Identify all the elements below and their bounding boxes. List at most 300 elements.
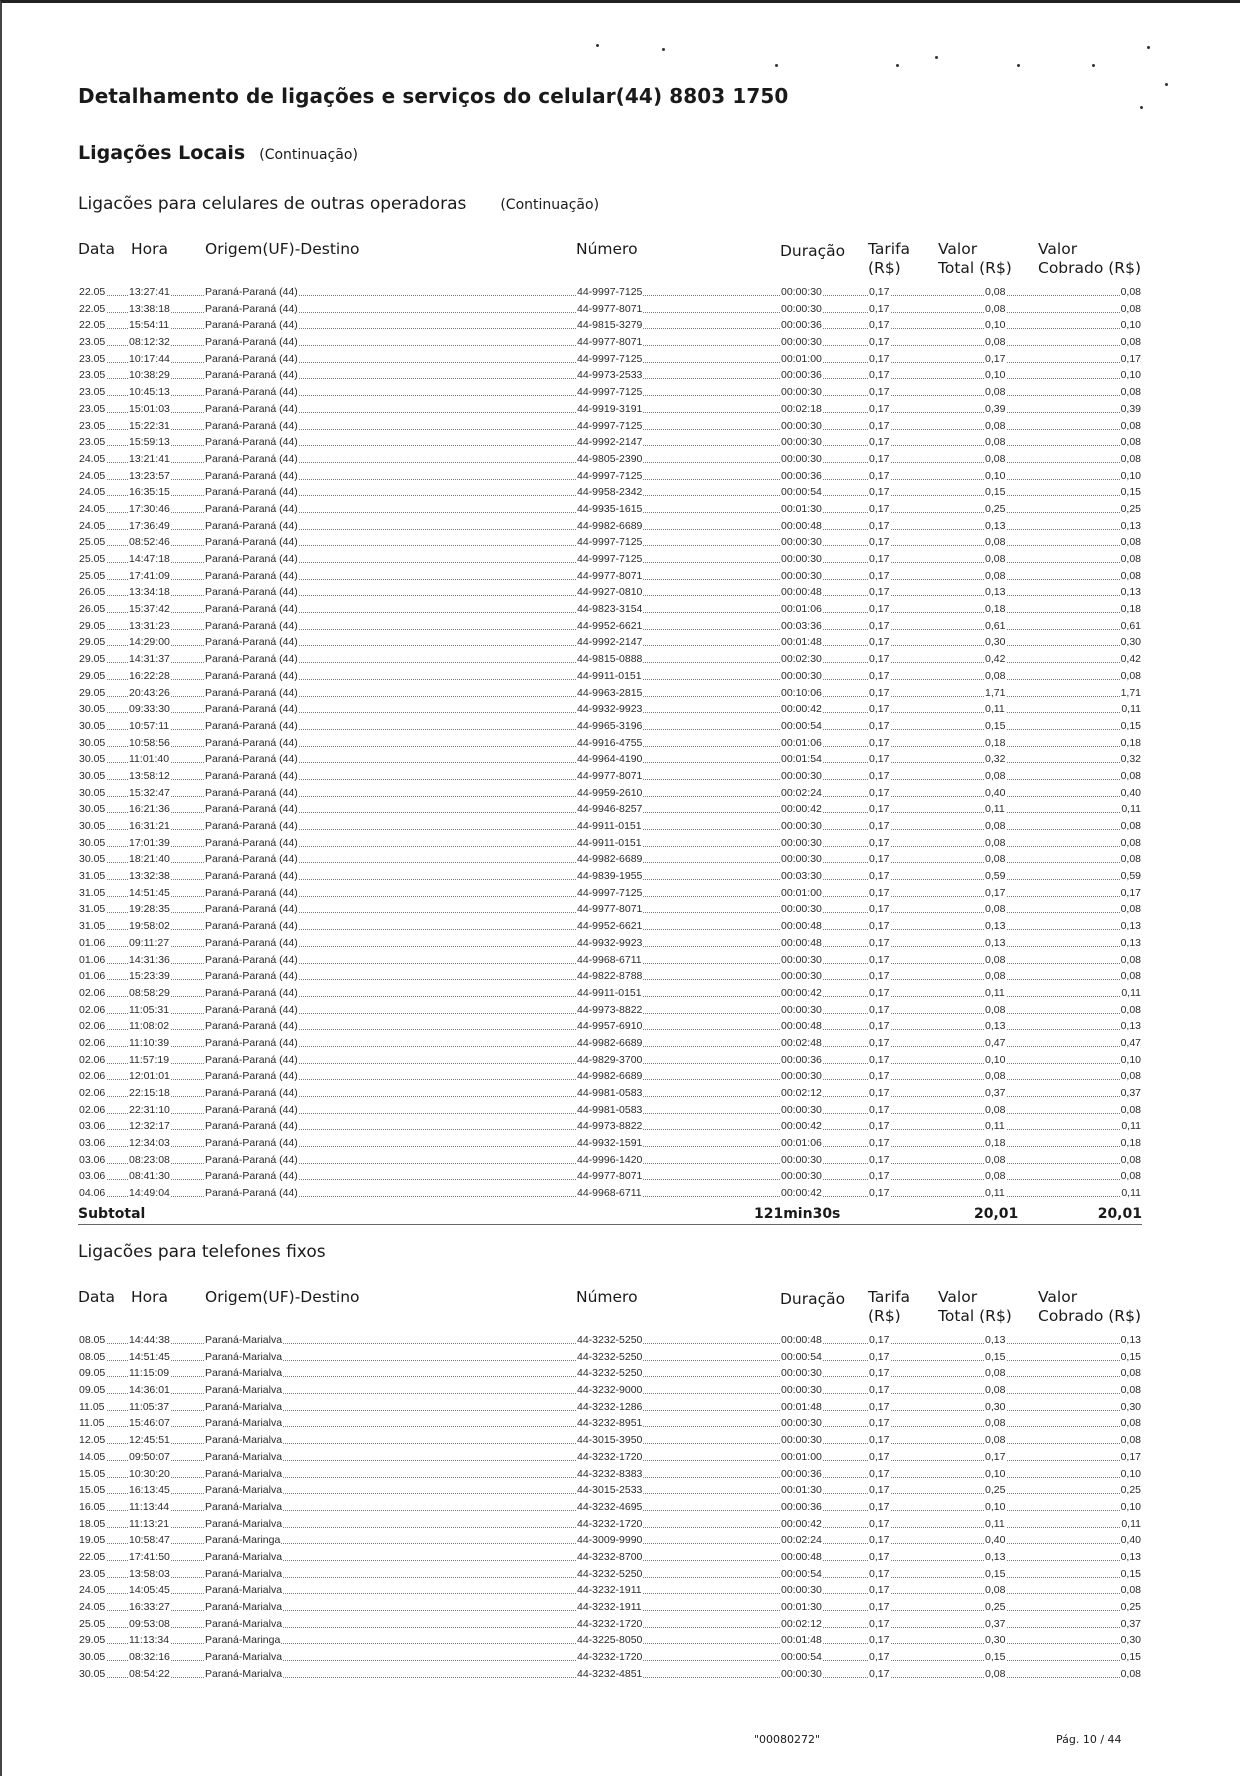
cell-duracao: 00:00:30 [781,436,822,449]
cell-duracao: 00:00:42 [781,1517,822,1530]
cell-valor-cobrado: 0,15 [1120,719,1141,732]
cell-data: 23.05 [79,1567,106,1580]
cell-valor-cobrado: 0,25 [1120,1484,1141,1497]
table-row [78,484,1142,501]
cell-valor-cobrado: 0,61 [1120,619,1141,632]
cell-valor-cobrado: 0,10 [1120,319,1141,332]
cell-tarifa: 0,17 [869,653,890,666]
cell-data: 26.05 [79,603,106,616]
cell-duracao: 00:02:18 [781,402,822,415]
cell-data: 02.06 [79,1036,106,1049]
cell-tarifa: 0,17 [869,1170,890,1183]
cell-duracao: 00:00:30 [781,970,822,983]
col-valor-cobrado-l1: Valor [1038,1288,1078,1306]
cell-origem-destino: Paraná-Marialva [205,1617,283,1630]
cell-valor-total: 0,17 [985,1450,1006,1463]
cell-hora: 08:52:46 [129,536,170,549]
table-row [78,1516,1142,1533]
cell-origem-destino: Paraná-Marialva [205,1434,283,1447]
cell-duracao: 00:00:30 [781,452,822,465]
cell-hora: 14:44:38 [129,1334,170,1346]
cell-valor-total: 0,25 [985,502,1006,515]
cell-origem-destino: Paraná-Paraná (44) [205,1036,298,1049]
cell-numero: 44-9977-8071 [577,1170,643,1183]
cell-numero: 44-9919-3191 [577,402,643,415]
cell-tarifa: 0,17 [869,1070,890,1083]
cell-hora: 14:31:37 [129,653,170,666]
col-valor-total-l2: Total (R$) [938,1307,1012,1325]
cell-valor-total: 0,08 [985,1367,1006,1380]
cell-numero: 44-3232-1911 [577,1584,642,1597]
cell-numero: 44-9932-1591 [577,1137,643,1150]
table-row [78,801,1142,818]
cell-duracao: 00:01:00 [781,886,822,899]
cell-tarifa: 0,17 [869,953,890,966]
cell-valor-total: 0,17 [985,886,1006,899]
cell-duracao: 00:00:36 [781,469,822,482]
cell-data: 30.05 [79,753,106,766]
cell-data: 24.05 [79,486,106,499]
cell-duracao: 00:00:48 [781,1020,822,1033]
table-row [78,1466,1142,1483]
cell-origem-destino: Paraná-Paraná (44) [205,920,298,933]
cell-valor-total: 0,08 [985,820,1006,832]
cell-valor-total: 0,10 [985,469,1006,482]
cell-valor-total: 0,13 [985,519,1006,532]
table-row [78,284,1142,301]
col-data: Data [78,1288,116,1306]
cell-data: 03.06 [79,1120,106,1133]
cell-numero: 44-9911-0151 [577,836,642,849]
table-row [78,935,1142,952]
cell-valor-total: 0,30 [985,1634,1006,1647]
cell-origem-destino: Paraná-Marialva [205,1567,283,1580]
cell-data: 23.05 [79,336,106,349]
cell-duracao: 00:01:00 [781,1450,822,1463]
cell-valor-cobrado: 0,10 [1120,1053,1141,1066]
cell-tarifa: 0,17 [869,1634,890,1647]
cell-duracao: 00:01:30 [781,1484,822,1497]
cell-tarifa: 0,17 [869,753,890,766]
cell-valor-total: 0,08 [985,1003,1006,1016]
cell-data: 29.05 [79,653,106,666]
cell-numero: 44-3225-8050 [577,1634,643,1647]
cell-tarifa: 0,17 [869,302,890,315]
cell-duracao: 00:00:30 [781,903,822,916]
cell-numero: 44-9977-8071 [577,903,643,916]
cell-numero: 44-9965-3196 [577,719,643,732]
cell-duracao: 00:00:54 [781,486,822,499]
cell-valor-cobrado: 0,08 [1120,903,1141,916]
cell-valor-total: 0,08 [985,1667,1006,1680]
cell-tarifa: 0,17 [869,1434,890,1447]
cell-origem-destino: Paraná-Paraná (44) [205,970,298,983]
table-row [78,367,1142,384]
col-valor-cobrado [1038,240,1141,278]
cell-data: 15.05 [79,1467,106,1480]
scan-speck [662,48,665,51]
cell-valor-cobrado: 0,08 [1120,553,1141,565]
cell-origem-destino: Paraná-Paraná (44) [205,703,298,716]
table-row [78,551,1142,568]
cell-numero: 44-3232-1720 [577,1651,643,1664]
col-origem: Origem(UF)-Destino [205,1288,360,1306]
cell-origem-destino: Paraná-Paraná (44) [205,870,298,883]
cell-duracao: 00:00:30 [781,1153,822,1166]
table-row [78,1666,1142,1683]
cell-numero: 44-9932-9923 [577,936,643,949]
cell-numero: 44-9997-7125 [577,469,643,482]
cell-data: 30.05 [79,853,106,866]
scan-speck [596,44,599,47]
cell-tarifa: 0,17 [869,1400,890,1413]
cell-valor-total: 0,11 [985,703,1005,716]
cell-numero: 44-9911-0151 [577,669,642,682]
cell-duracao: 00:00:36 [781,1500,822,1513]
cell-data: 23.05 [79,419,106,432]
table-row [78,301,1142,318]
cell-numero: 44-9968-6711 [577,953,642,966]
table-header [78,1288,1142,1332]
cell-hora: 12:34:03 [129,1137,170,1150]
cell-data: 16.05 [79,1500,106,1513]
cell-numero: 44-3232-5250 [577,1367,643,1380]
cell-duracao: 00:00:30 [781,1584,822,1597]
table-row [78,1085,1142,1102]
cell-valor-cobrado: 0,08 [1120,853,1141,866]
cell-data: 02.06 [79,1103,106,1116]
cell-hora: 14:51:45 [129,886,170,899]
cell-data: 30.05 [79,1651,106,1664]
cell-numero: 44-3232-8383 [577,1467,643,1480]
cell-valor-total: 0,18 [985,736,1006,749]
cell-tarifa: 0,17 [869,870,890,883]
cell-origem-destino: Paraná-Paraná (44) [205,719,298,732]
cell-duracao: 00:00:30 [781,1103,822,1116]
cell-valor-cobrado: 0,13 [1120,1020,1141,1033]
scan-speck [896,64,899,67]
cell-tarifa: 0,17 [869,369,890,382]
table-row [78,768,1142,785]
cell-duracao: 00:00:30 [781,669,822,682]
cell-valor-total: 0,08 [985,1584,1006,1597]
cell-origem-destino: Paraná-Paraná (44) [205,302,298,315]
table-row [78,451,1142,468]
table-row [78,651,1142,668]
cell-numero: 44-9997-7125 [577,419,643,432]
cell-duracao: 00:01:06 [781,736,822,749]
cell-valor-cobrado: 0,18 [1120,736,1141,749]
table-header [78,240,1142,284]
table-row [78,918,1142,935]
cell-valor-total: 0,13 [985,1334,1006,1346]
cell-valor-cobrado: 0,08 [1120,1153,1141,1166]
table-row [78,1566,1142,1583]
cell-numero: 44-9997-7125 [577,352,643,365]
cell-origem-destino: Paraná-Paraná (44) [205,369,298,382]
cell-valor-cobrado: 0,30 [1120,1634,1141,1647]
subtotal-valor-total: 20,01 [974,1205,1019,1222]
cell-data: 29.05 [79,1634,106,1647]
cell-tarifa: 0,17 [869,1367,890,1380]
cell-valor-total: 0,15 [985,1567,1006,1580]
cell-valor-cobrado: 0,17 [1120,886,1141,899]
cell-numero: 44-9935-1615 [577,502,643,515]
cell-numero: 44-9839-1955 [577,870,643,883]
cell-numero: 44-3015-2533 [577,1484,643,1497]
cell-tarifa: 0,17 [869,1651,890,1664]
cell-valor-total: 0,17 [985,352,1006,365]
col-tarifa-l1: Tarifa [868,1288,911,1306]
table-row [78,334,1142,351]
cell-valor-cobrado: 0,08 [1120,386,1141,399]
cell-tarifa: 0,17 [869,1137,890,1150]
cell-valor-total: 0,13 [985,586,1006,599]
cell-duracao: 00:00:36 [781,369,822,382]
cell-duracao: 00:02:48 [781,1036,822,1049]
cell-data: 30.05 [79,769,106,782]
cell-hora: 11:01:40 [129,753,170,766]
col-numero: Número [576,240,638,258]
cell-hora: 12:01:01 [129,1070,170,1083]
subsection-celulares-continuation: (Continuação) [500,197,600,213]
table-row [78,1582,1142,1599]
cell-valor-total: 0,42 [985,653,1006,666]
cell-numero: 44-9805-2390 [577,452,643,465]
cell-origem-destino: Paraná-Paraná (44) [205,836,298,849]
cell-tarifa: 0,17 [869,1087,890,1099]
cell-hora: 16:35:15 [129,486,170,499]
cell-data: 22.05 [79,1550,106,1563]
cell-data: 02.06 [79,1020,106,1033]
cell-data: 29.05 [79,619,106,632]
cell-numero: 44-3232-5250 [577,1334,643,1346]
cell-numero: 44-9927-0810 [577,586,643,599]
cell-valor-cobrado: 0,13 [1120,936,1141,949]
cell-duracao: 00:01:06 [781,1137,822,1150]
cell-valor-cobrado: 0,13 [1120,1334,1141,1346]
cell-tarifa: 0,17 [869,1334,890,1346]
cell-hora: 16:22:28 [129,669,170,682]
col-valor-cobrado [1038,1288,1141,1326]
scan-speck [1147,46,1150,49]
cell-hora: 17:01:39 [129,836,170,849]
cell-origem-destino: Paraná-Paraná (44) [205,1120,298,1133]
cell-data: 31.05 [79,870,106,883]
cell-numero: 44-9997-7125 [577,886,643,899]
cell-numero: 44-3009-9990 [577,1534,643,1547]
cell-duracao: 00:00:30 [781,1384,822,1397]
cell-hora: 08:58:29 [129,986,170,999]
cell-hora: 13:58:12 [129,769,170,782]
cell-origem-destino: Paraná-Paraná (44) [205,402,298,415]
cell-valor-total: 0,40 [985,1534,1006,1547]
cell-duracao: 00:01:48 [781,1400,822,1413]
cell-numero: 44-9916-4755 [577,736,643,749]
cell-tarifa: 0,17 [869,836,890,849]
cell-numero: 44-9982-6689 [577,519,643,532]
scan-speck [775,64,778,67]
cell-numero: 44-9959-2610 [577,786,643,799]
cell-data: 12.05 [79,1434,106,1447]
subsection-fixos-title: Ligacões para telefones fixos [78,1242,326,1262]
cell-origem-destino: Paraná-Paraná (44) [205,569,298,582]
cell-hora: 09:33:30 [129,703,170,716]
cell-numero: 44-9982-6689 [577,1036,643,1049]
cell-data: 30.05 [79,820,106,832]
cell-duracao: 00:02:24 [781,786,822,799]
cell-tarifa: 0,17 [869,820,890,832]
cell-origem-destino: Paraná-Paraná (44) [205,502,298,515]
table-fixos [78,1288,1142,1682]
cell-tarifa: 0,17 [869,586,890,599]
cell-valor-cobrado: 0,08 [1120,1417,1141,1430]
cell-tarifa: 0,17 [869,1584,890,1597]
cell-tarifa: 0,17 [869,920,890,933]
cell-numero: 44-3232-9000 [577,1384,643,1397]
cell-valor-total: 0,59 [985,870,1006,883]
cell-hora: 10:57:11 [129,719,170,732]
cell-valor-cobrado: 0,08 [1120,1434,1141,1447]
cell-tarifa: 0,17 [869,1567,890,1580]
col-hora: Hora [131,1288,169,1306]
cell-valor-total: 0,08 [985,970,1006,983]
cell-data: 25.05 [79,536,106,549]
cell-tarifa: 0,17 [869,336,890,349]
cell-valor-cobrado: 0,08 [1120,1070,1141,1083]
cell-valor-cobrado: 0,11 [1121,1187,1141,1200]
cell-valor-total: 0,08 [985,436,1006,449]
cell-data: 30.05 [79,703,106,716]
cell-hora: 09:11:27 [129,936,170,949]
cell-duracao: 00:00:30 [781,553,822,565]
cell-valor-total: 0,08 [985,569,1006,582]
cell-data: 02.06 [79,1003,106,1016]
cell-tarifa: 0,17 [869,1120,890,1133]
cell-valor-total: 0,11 [985,1187,1005,1200]
col-valor-total-l1: Valor [938,1288,978,1306]
cell-tarifa: 0,17 [869,519,890,532]
cell-hora: 11:15:09 [129,1367,170,1380]
cell-valor-cobrado: 0,08 [1120,1003,1141,1016]
cell-tarifa: 0,17 [869,1187,890,1200]
cell-numero: 44-9815-0888 [577,653,643,666]
cell-valor-cobrado: 0,30 [1120,636,1141,649]
cell-numero: 44-9977-8071 [577,336,643,349]
cell-numero: 44-9996-1420 [577,1153,643,1166]
cell-valor-total: 0,08 [985,553,1006,565]
cell-tarifa: 0,17 [869,486,890,499]
cell-numero: 44-9911-0151 [577,820,642,832]
cell-data: 23.05 [79,386,106,399]
cell-valor-total: 0,08 [985,953,1006,966]
cell-origem-destino: Paraná-Paraná (44) [205,686,298,699]
cell-data: 02.06 [79,986,106,999]
cell-duracao: 00:01:30 [781,1601,822,1613]
cell-valor-cobrado: 0,40 [1120,786,1141,799]
cell-tarifa: 0,17 [869,1484,890,1497]
cell-origem-destino: Paraná-Marialva [205,1450,283,1463]
scan-speck [935,56,938,59]
cell-origem-destino: Paraná-Marialva [205,1584,283,1597]
cell-data: 30.05 [79,736,106,749]
cell-data: 26.05 [79,586,106,599]
subsection-celulares-title [78,194,599,214]
cell-origem-destino: Paraná-Paraná (44) [205,1153,298,1166]
cell-numero: 44-9992-2147 [577,436,643,449]
table-row [78,1432,1142,1449]
cell-duracao: 00:00:48 [781,519,822,532]
cell-valor-cobrado: 0,08 [1120,970,1141,983]
cell-hora: 11:57:19 [129,1053,170,1066]
cell-duracao: 00:00:54 [781,719,822,732]
cell-valor-total: 0,18 [985,1137,1006,1150]
cell-hora: 14:36:01 [129,1384,170,1397]
cell-tarifa: 0,17 [869,1667,890,1680]
cell-hora: 17:41:50 [129,1550,170,1563]
table-row [78,1499,1142,1516]
cell-numero: 44-3232-8951 [577,1417,643,1430]
cell-numero: 44-9982-6689 [577,1070,643,1083]
cell-data: 22.05 [79,302,106,315]
cell-duracao: 00:02:24 [781,1534,822,1547]
cell-numero: 44-9957-6910 [577,1020,643,1033]
table-row [78,1616,1142,1633]
cell-duracao: 00:00:36 [781,319,822,332]
cell-valor-total: 0,15 [985,486,1006,499]
cell-origem-destino: Paraná-Paraná (44) [205,519,298,532]
cell-valor-total: 0,61 [985,619,1006,632]
cell-valor-cobrado: 0,11 [1121,986,1141,999]
cell-tarifa: 0,17 [869,469,890,482]
cell-duracao: 00:00:42 [781,1120,822,1133]
cell-tarifa: 0,17 [869,1500,890,1513]
table-row [78,618,1142,635]
cell-origem-destino: Paraná-Paraná (44) [205,769,298,782]
cell-origem-destino: Paraná-Paraná (44) [205,1187,298,1200]
cell-numero: 44-3232-4695 [577,1500,643,1513]
cell-hora: 22:31:10 [129,1103,170,1116]
cell-duracao: 00:00:42 [781,803,822,816]
cell-valor-cobrado: 0,08 [1120,569,1141,582]
cell-tarifa: 0,17 [869,619,890,632]
table-row [78,1532,1142,1549]
cell-data: 24.05 [79,1601,106,1613]
cell-origem-destino: Paraná-Paraná (44) [205,553,298,565]
cell-hora: 14:47:18 [129,553,170,565]
cell-valor-cobrado: 0,15 [1120,486,1141,499]
cell-hora: 19:28:35 [129,903,170,916]
cell-valor-cobrado: 0,13 [1120,519,1141,532]
cell-data: 31.05 [79,886,106,899]
cell-duracao: 00:00:48 [781,936,822,949]
col-duracao: Duração [780,242,846,260]
cell-hora: 08:12:32 [129,336,170,349]
table-row [78,835,1142,852]
cell-origem-destino: Paraná-Paraná (44) [205,1020,298,1033]
cell-origem-destino: Paraná-Paraná (44) [205,452,298,465]
cell-hora: 10:45:13 [129,386,170,399]
col-valor-total [938,1288,1012,1326]
cell-valor-total: 0,08 [985,536,1006,549]
cell-duracao: 00:01:00 [781,352,822,365]
cell-numero: 44-9973-8822 [577,1120,643,1133]
cell-tarifa: 0,17 [869,886,890,899]
cell-numero: 44-9997-7125 [577,553,643,565]
cell-duracao: 00:00:30 [781,1170,822,1183]
cell-tarifa: 0,17 [869,1384,890,1397]
cell-valor-total: 0,11 [985,986,1005,999]
